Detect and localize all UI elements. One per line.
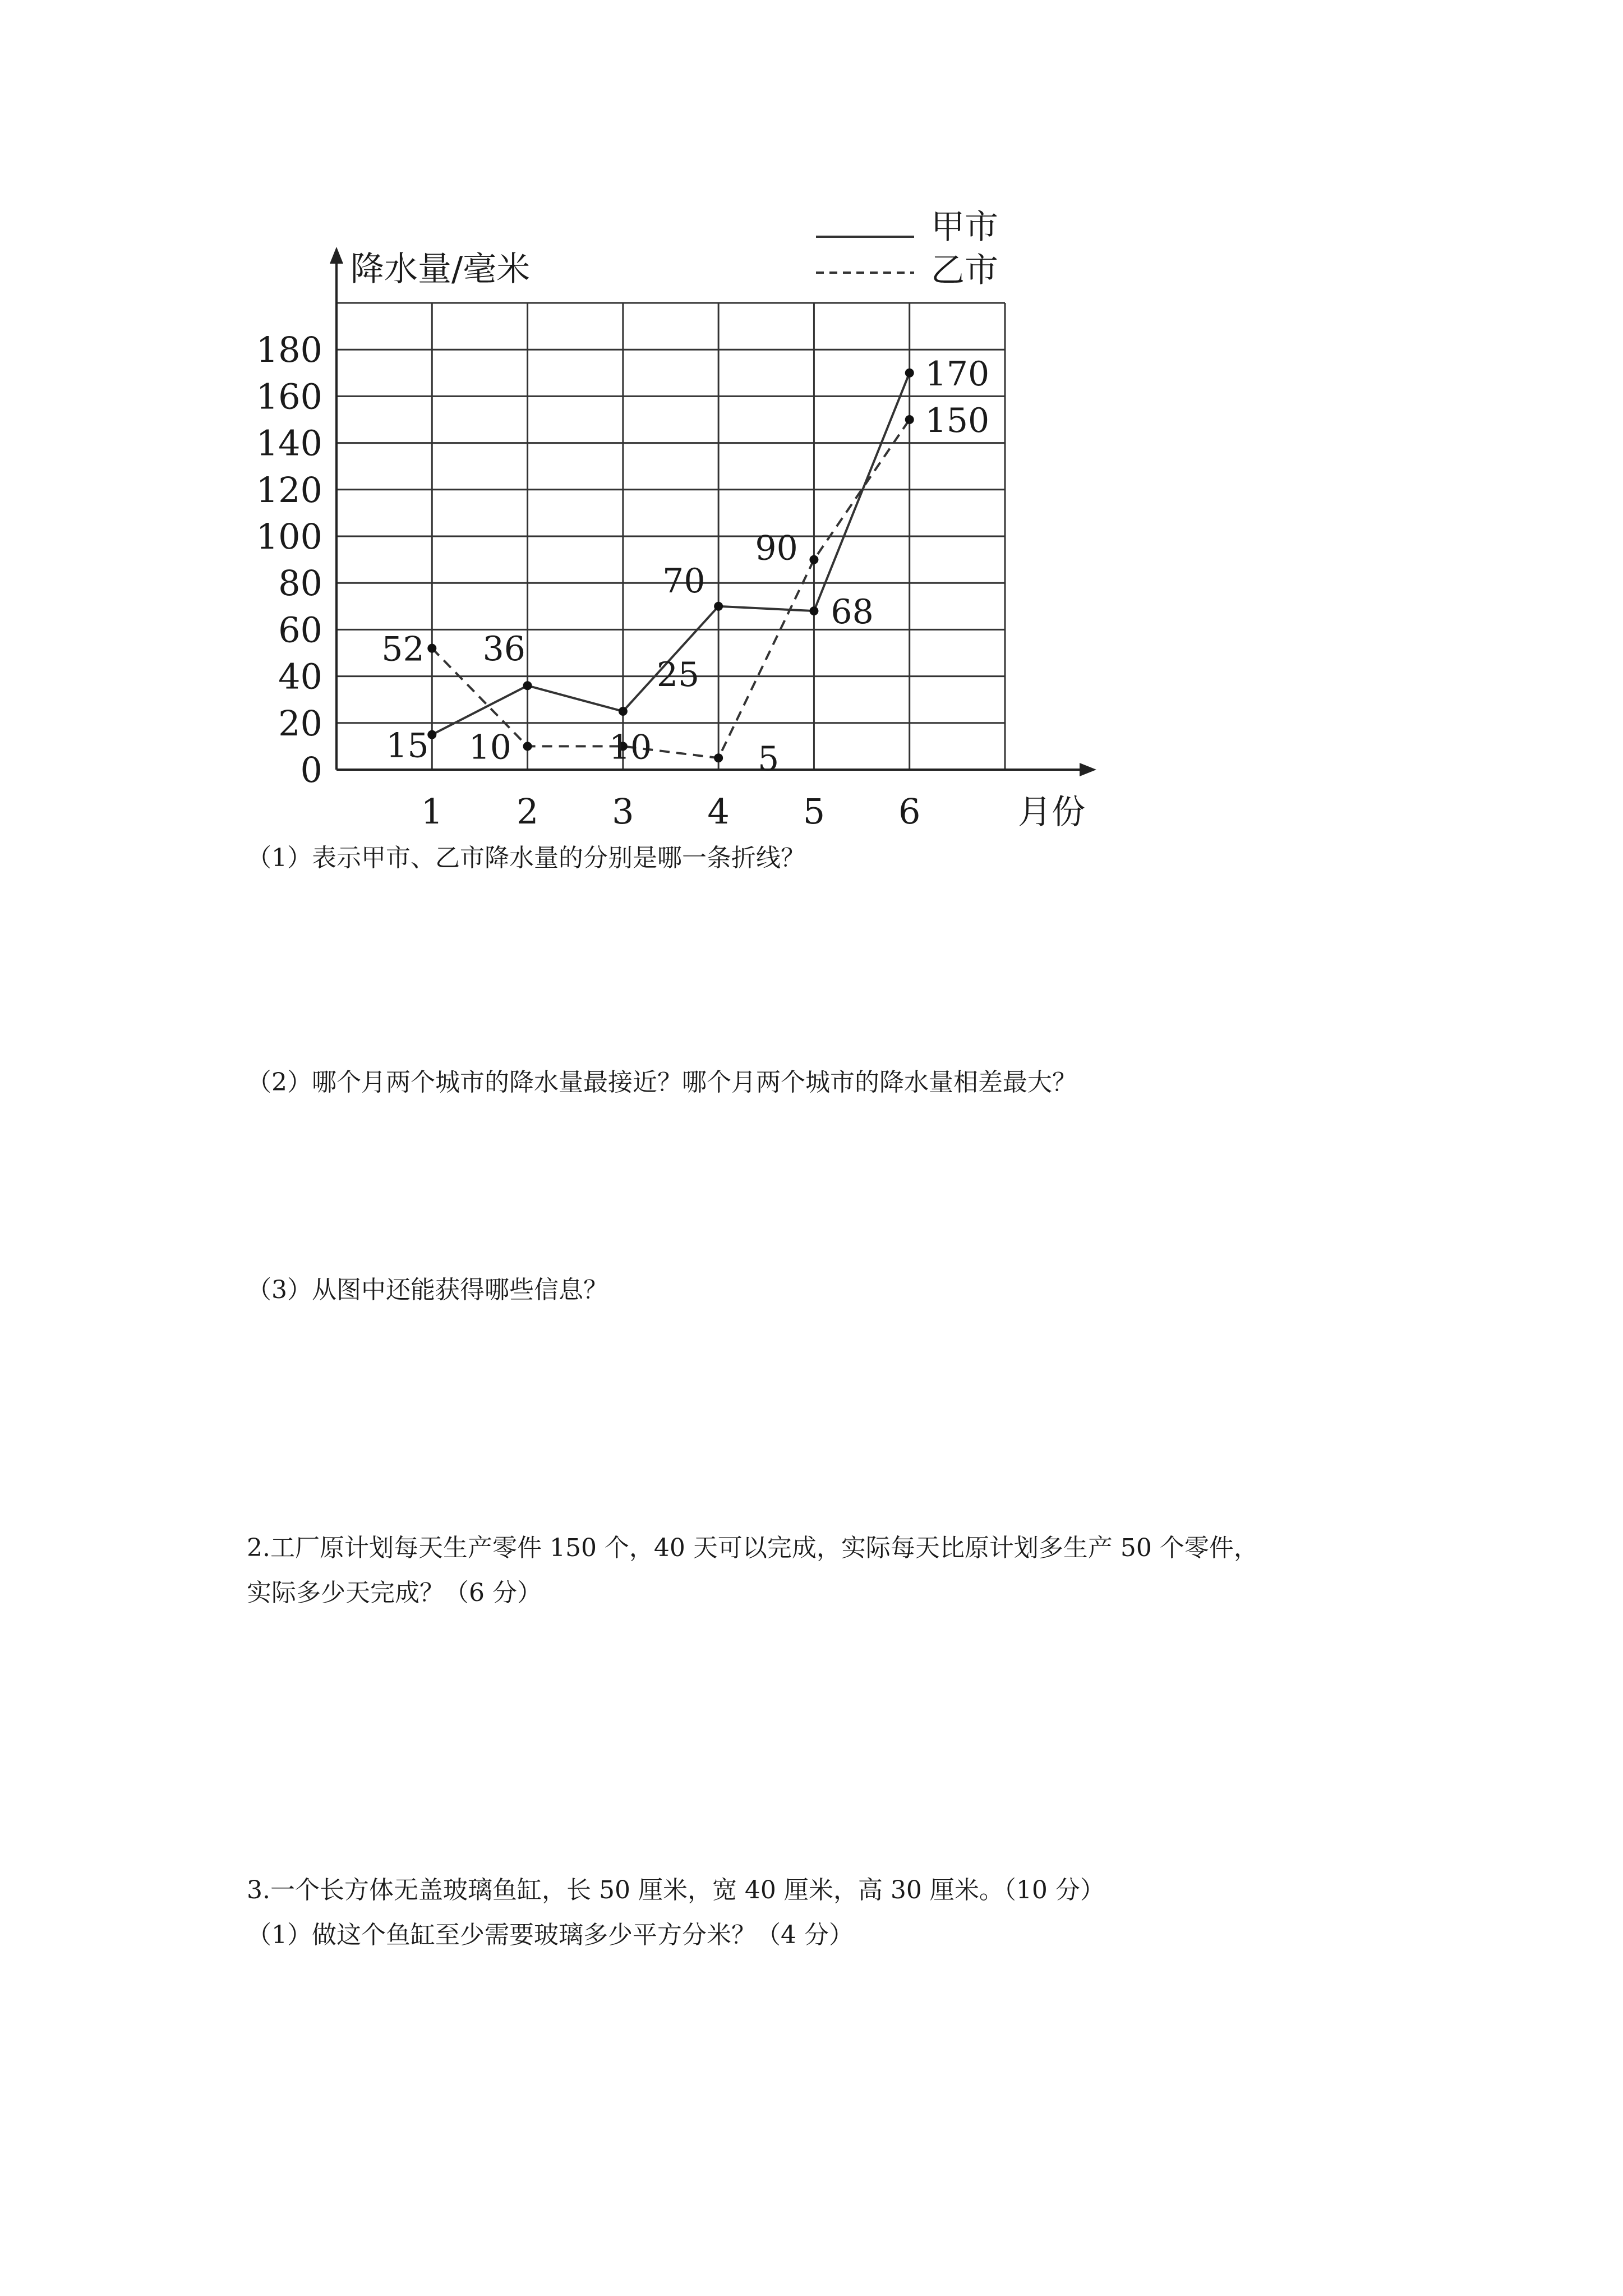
legend-label-jia: 甲市 (931, 208, 998, 247)
x-tick-label: 1 (421, 791, 444, 832)
y-axis-arrow (330, 247, 343, 264)
data-point (427, 644, 436, 653)
x-tick-label: 2 (516, 791, 539, 832)
question-1-part-2: （2）哪个月两个城市的降水量最接近？哪个月两个城市的降水量相差最大？ (247, 1068, 1077, 1097)
data-point (905, 415, 914, 424)
x-tick-label: 3 (612, 791, 634, 832)
x-axis-title: 月份 (1018, 793, 1085, 832)
x-axis-arrow (1080, 763, 1096, 776)
chart-grid (336, 303, 1005, 770)
data-point (523, 742, 532, 751)
x-tick-label: 5 (803, 791, 826, 832)
data-point (619, 707, 628, 716)
y-tick-label: 140 (256, 422, 322, 464)
data-label: 36 (482, 629, 525, 669)
question-1-part-3: （3）从图中还能获得哪些信息？ (247, 1276, 608, 1304)
y-tick-label: 20 (278, 702, 322, 744)
question-3-line-1: 3.一个长方体无盖玻璃鱼缸，长 50 厘米，宽 40 厘米，高 30 厘米。（10 分） (247, 1876, 1105, 1904)
legend-label-yi: 乙市 (931, 251, 998, 290)
y-tick-label: 60 (278, 609, 322, 651)
chart-tick-labels (256, 250, 1085, 832)
data-label: 170 (925, 354, 990, 394)
rainfall-line-chart (0, 0, 1623, 841)
data-point (523, 681, 532, 690)
question-3-sub-1: （1）做这个鱼缸至少需要玻璃多少平方分米？（4 分） (247, 1921, 854, 1949)
question-1-part-1: （1）表示甲市、乙市降水量的分别是哪一条折线？ (247, 844, 805, 872)
y-tick-label: 100 (256, 516, 322, 557)
data-label: 70 (662, 561, 706, 601)
data-label: 52 (381, 629, 425, 669)
question-2-line-2: 实际多少天完成？（6 分） (247, 1579, 542, 1607)
data-label: 10 (608, 728, 652, 767)
data-point (714, 602, 723, 611)
chart-axes (330, 247, 1096, 776)
question-2-line-1: 2.工厂原计划每天生产零件 150 个，40 天可以完成，实际每天比原计划多生产 50 个零件， (247, 1534, 1258, 1562)
y-axis-title: 降水量/毫米 (351, 250, 531, 289)
y-tick-label: 120 (256, 469, 322, 510)
data-label: 90 (755, 528, 798, 568)
y-tick-label: 160 (256, 376, 322, 417)
data-label: 150 (925, 401, 990, 440)
data-point (809, 555, 818, 564)
data-label: 10 (468, 728, 511, 767)
chart-series (381, 355, 989, 779)
x-tick-label: 6 (898, 791, 921, 832)
y-tick-label: 40 (278, 656, 322, 697)
data-point (809, 606, 818, 615)
y-tick-label: 0 (300, 749, 322, 790)
chart-legend (816, 208, 998, 290)
data-label: 15 (386, 726, 429, 766)
data-label: 25 (656, 655, 700, 694)
data-point (427, 730, 436, 739)
x-tick-label: 4 (707, 791, 730, 832)
data-point (905, 369, 914, 378)
data-label: 5 (758, 739, 780, 779)
y-tick-label: 80 (278, 563, 322, 604)
data-point (714, 753, 723, 762)
y-tick-label: 180 (256, 329, 322, 371)
data-label: 68 (831, 592, 874, 632)
